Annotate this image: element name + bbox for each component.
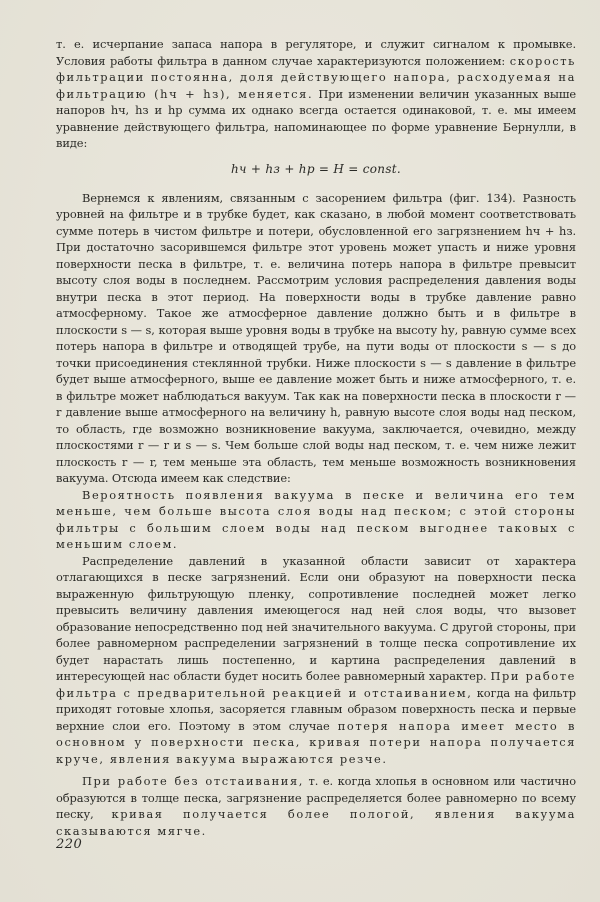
text-segment: Распределение давлений в указанной области зависит от характера отлагающихся в песке загрязнений. Если они образуют на поверхности песка выраженную фильтрующую пленку, сопротивление последней может легко превысить величину давления имеющегося над ней слоя воды, что вызовет образование непосредственно под ней значительного вакуума. С другой стороны, при более равномерном распределении загрязнений в толще песка сопротивление их будет нарастать лишь постепенно, и картина распределения давлений в интересующей нас области будет носить более равномерный характер. bbox=[56, 553, 576, 683]
page-number: 220 bbox=[56, 837, 83, 852]
text-segment: когда на фильтр приходят готовые хлопья, засоряется главным образом поверхность песка и первые верхние слои его. Поэтому в этом случае bbox=[56, 685, 576, 733]
spaced-emphasis-text: кривая получается более пологой, явления вакуума сказываются мягче. bbox=[56, 807, 577, 838]
paragraph bbox=[56, 773, 576, 839]
spaced-emphasis-text: При работе фильтра с предварительной реакцией и отстаиванием, bbox=[56, 669, 577, 700]
paragraph bbox=[56, 487, 576, 553]
paragraph bbox=[56, 190, 576, 487]
spaced-emphasis-text: потеря напора имеет место в основном у поверхности песка, кривая потери напора получается круче, явления вакуума выражаются резче. bbox=[56, 718, 576, 766]
bernoulli-formula: hч + hз + hр = H = const. bbox=[230, 161, 402, 176]
text-segment: Вернемся к явлениям, связанным с засорением фильтра (фиг. 134). Разность уровней на фильтре и в трубке будет, как сказано, в любой момент соответствовать сумме потерь в чистом фильтре и потери, обусловленной его загрязнением hч + hз. При достаточно засорившемся фильтре этот уровень может упасть и ниже уровня поверхности песка в фильтре, т. е. величина потерь напора в фильтре превысит высоту слоя воды в последнем. Рассмотрим условия распределения давления воды внутри песка в этот период. На поверхности воды в трубке давление равно атмосферному. Такое же атмосферное давление должно быть и в фильтре в плоскости s — s, которая выше уровня воды в трубке на высоту hу, равную сумме всех потерь напора в фильтре и отводящей трубе, на пути воды от плоскости s — s до точки присоединения стеклянной трубки. Ниже плоскости s — s давление в фильтре будет выше атмосферного, выше ее давление может быть и ниже атмосферного, т. е. в фильтре может наблюдаться вакуум. Так как на поверхности песка в плоскости r — r давление выше атмосферного на величину h, равную высоте слоя воды над песком, то область, где возможно возникновение вакуума, заключается, очевидно, между плоскостями r — r и s — s. Чем больше слой воды над песком, т. е. чем ниже лежит плоскость r — r, тем меньше эта область, тем меньше возможность возникновения вакуума. Отсюда имеем как следствие: bbox=[56, 190, 576, 485]
text-segment: т. е. когда хлопья в основном или частично образуются в толще песка, загрязнение распределяется более равномерно по всему песку, bbox=[56, 774, 576, 821]
spaced-emphasis-text: При работе без отстаивания, bbox=[82, 774, 304, 788]
text-segment: При изменении величин указанных выше напоров hч, hз и hр сумма их однако всегда остается одинаковой, т. е. мы имеем уравнение действующего фильтра, напоминающее по форме уравнение Бернулли, в виде: bbox=[56, 86, 576, 150]
spaced-emphasis-text: Вероятность появления вакуума в песке и величина его тем меньше, чем больше высота слоя воды над песком; с этой стороны фильтры с большим слоем воды над песком выгоднее таковых с меньшим слоем. bbox=[56, 487, 576, 551]
text-segment: т. е. исчерпание запаса напора в регуляторе, и служит сигналом к промывке. Условия работы фильтра в данном случае характеризуются положением: bbox=[56, 37, 576, 68]
spaced-emphasis-text: скорость фильтрации постоянна, доля действующего напора, расходуемая на фильтрацию (hч + hз), меняется. bbox=[56, 53, 576, 101]
paragraph bbox=[56, 553, 576, 768]
paragraph bbox=[56, 36, 576, 152]
